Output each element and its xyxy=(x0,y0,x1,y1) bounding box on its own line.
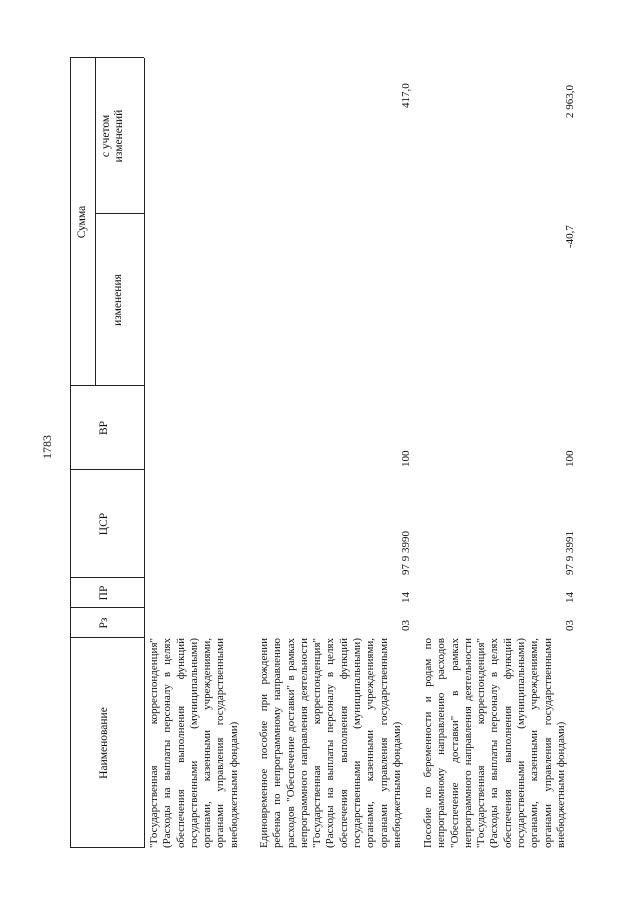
header-bottom-rule xyxy=(144,58,145,848)
row-3-name: Пособие по беременности и родам по непрограммному направлению расходов "Обеспечение доставки" в рамках непрограммного направления деятельности "Государственная корреспонденция" (Расходы на выплаты персоналу в целях обеспечения выполнения функций государственными (муниципальными) органами, казенными учреждениями, органами управления государственными внебюджетными фондами) xyxy=(422,638,567,848)
page-number-text: 1783 xyxy=(40,435,54,459)
row-3-rz: 03 xyxy=(564,620,576,631)
row-3-vr: 100 xyxy=(564,450,576,467)
row-2-vr: 100 xyxy=(400,450,412,467)
header-change: изменения xyxy=(112,274,124,326)
header-vr: ВР xyxy=(98,420,110,436)
header-pr: ПР xyxy=(98,585,110,601)
budget-table xyxy=(70,58,590,848)
header-rz: Рз xyxy=(98,617,110,629)
row-2-name: Единовременное пособие при рождении ребенка по непрограммному направлению расходов "Обеспечение доставки" в рамках непрограммного направления деятельности "Государственная корреспонденция" (Расходы на выплаты персоналу в целях обеспечения выполнения функций государственными (муниципальными) органами, казенными учреждениями, органами управления государственными внебюджетными фондами) xyxy=(258,638,403,848)
row-1-name: "Государственная корреспонденция" (Расходы на выплаты персоналу в целях обеспечения выполнения функций государственными (муниципальными) органами, казенными учреждениями, органами управления государственными внебюджетными фондами) xyxy=(148,638,240,848)
sum-subheader-rule xyxy=(95,58,96,386)
row-3-pr: 14 xyxy=(564,592,576,603)
header-csr: ЦСР xyxy=(98,512,110,536)
header-sum: Сумма xyxy=(76,205,88,239)
page-number xyxy=(0,435,54,467)
row-3-change: -40,7 xyxy=(564,225,576,248)
row-2-with-change: 417,0 xyxy=(400,83,412,108)
row-2-pr: 14 xyxy=(400,592,412,603)
row-2-rz: 03 xyxy=(400,620,412,631)
row-3-csr: 97 9 3991 xyxy=(564,531,576,575)
table-top-border xyxy=(70,58,71,848)
header-name: Наименование xyxy=(98,707,110,779)
header-with-change: с учетом изменений xyxy=(100,109,125,163)
row-2-csr: 97 9 3990 xyxy=(400,531,412,575)
row-3-with-change: 2 963,0 xyxy=(564,85,576,118)
